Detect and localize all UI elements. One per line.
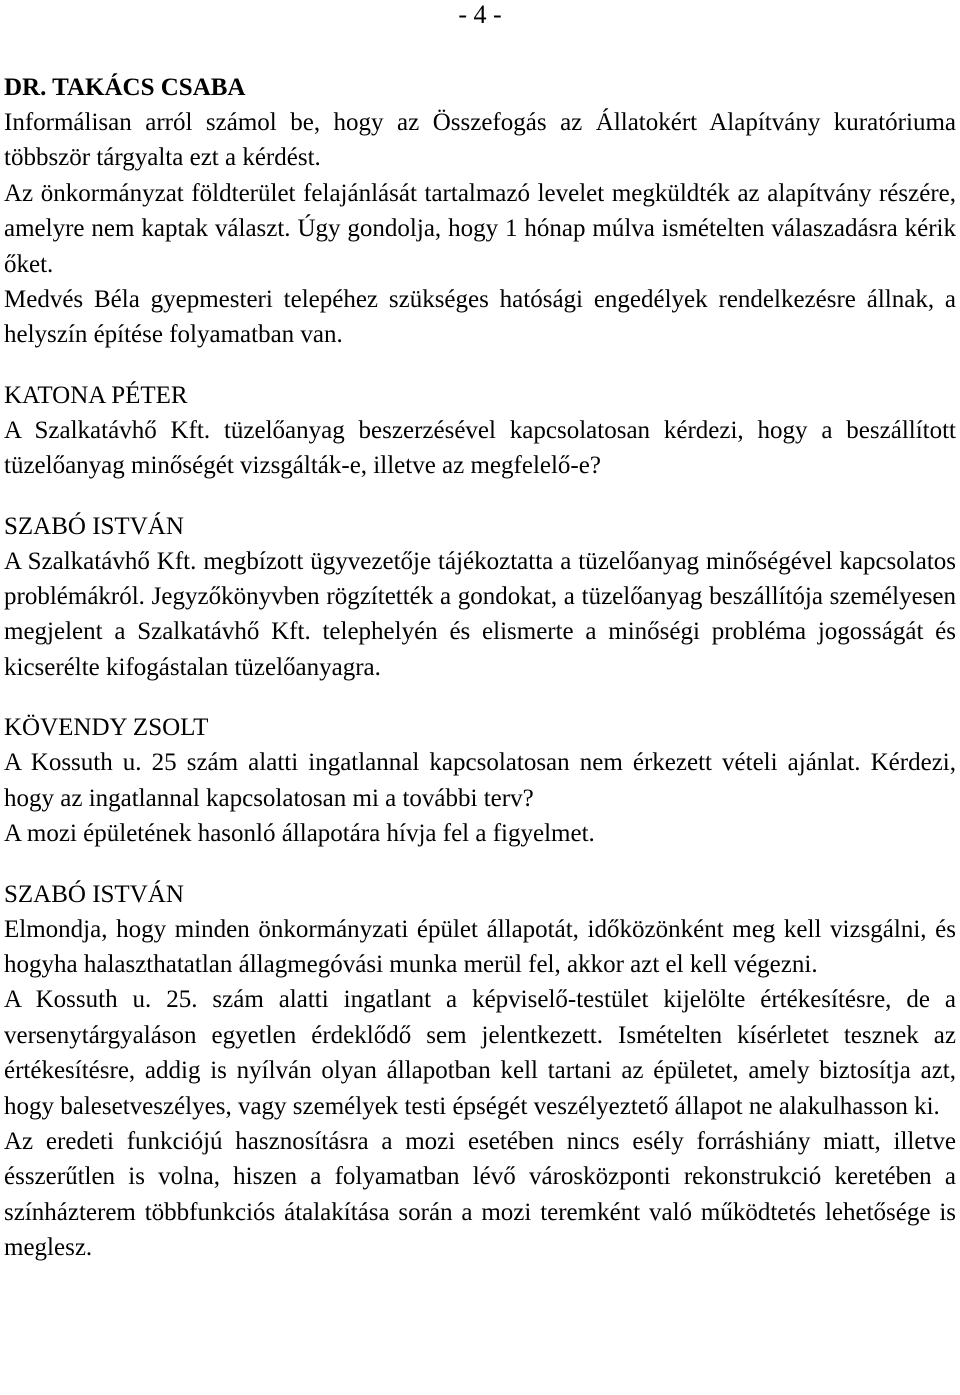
speaker-name: SZABÓ ISTVÁN (4, 880, 184, 908)
speaker-section (4, 509, 956, 686)
paragraph: Elmondja, hogy minden önkormányzati épület állapotát, időközönként meg kell vizsgálni, és hogyha halaszthatatlan állagmegóvási munka merül fel, akkor azt el kell végezni. (4, 915, 956, 978)
paragraph: Az önkormányzat földterület felajánlását tartalmazó levelet megküldték az alapítvány részére, amelyre nem kaptak választ. Úgy gondolja, hogy 1 hónap múlva ismételten válaszadásra kérik őket. (4, 179, 956, 278)
speaker-section (4, 70, 956, 353)
speaker-section (4, 710, 956, 851)
speaker-name: KATONA PÉTER (4, 381, 188, 409)
page-number: - 4 - (458, 0, 502, 29)
paragraph: Informálisan arról számol be, hogy az Összefogás az Állatokért Alapítvány kuratóriuma többször tárgyalta ezt a kérdést. (4, 109, 956, 172)
speaker-section (4, 877, 956, 1266)
speaker-section (4, 378, 956, 484)
document-body (4, 70, 956, 1266)
paragraph: Medvés Béla gyepmesteri telepéhez szükséges hatósági engedélyek rendelkezésre állnak, a helyszín építése folyamatban van. (4, 286, 956, 349)
speaker-name: SZABÓ ISTVÁN (4, 512, 184, 540)
paragraph: A Szalkatávhő Kft. megbízott ügyvezetője tájékoztatta a tüzelőanyag minőségével kapcsolatos problémákról. Jegyzőkönyvben rögzítették a gondokat, a tüzelőanyag beszállítója személyesen megjelent a Szalkatávhő Kft. telephelyén és elismerte a minőségi probléma jogosságát és kicserélte kifogástalan tüzelőanyagra. (4, 547, 956, 681)
speaker-name: KÖVENDY ZSOLT (4, 714, 209, 742)
speaker-name: DR. TAKÁCS CSABA (4, 74, 246, 101)
paragraph: A Szalkatávhő Kft. tüzelőanyag beszerzésével kapcsolatosan kérdezi, hogy a beszállított tüzelőanyag minőségét vizsgálták-e, illetve az megfelelő-e? (4, 416, 956, 480)
paragraph: Az eredeti funkciójú hasznosításra a mozi esetében nincs esély forráshiány miatt, illetve ésszerűtlen is volna, hiszen a folyamatban lévő városközponti rekonstrukció keretében a színházterem többfunkciós átalakítása során a mozi teremként való működtetés lehetősége is meglesz. (4, 1127, 956, 1262)
paragraph: A mozi épületének hasonló állapotára hívja fel a figyelmet. (4, 820, 595, 848)
paragraph: A Kossuth u. 25. szám alatti ingatlant a képviselő-testület kijelölte értékesítésre, de a versenytárgyaláson egyetlen érdeklődő sem jelentkezett. Ismételten kísérletet tesznek az értékesítésre, addig is nyílván olyan állapotban kell tartani az épületet, amely biztosítja azt, hogy balesetveszélyes, vagy személyek testi épségét veszélyeztető állapot ne alakulhasson ki. (4, 986, 956, 1120)
paragraph: A Kossuth u. 25 szám alatti ingatlannal kapcsolatosan nem érkezett vételi ajánlat. Kérdezi, hogy az ingatlannal kapcsolatosan mi a további terv? (4, 749, 956, 812)
